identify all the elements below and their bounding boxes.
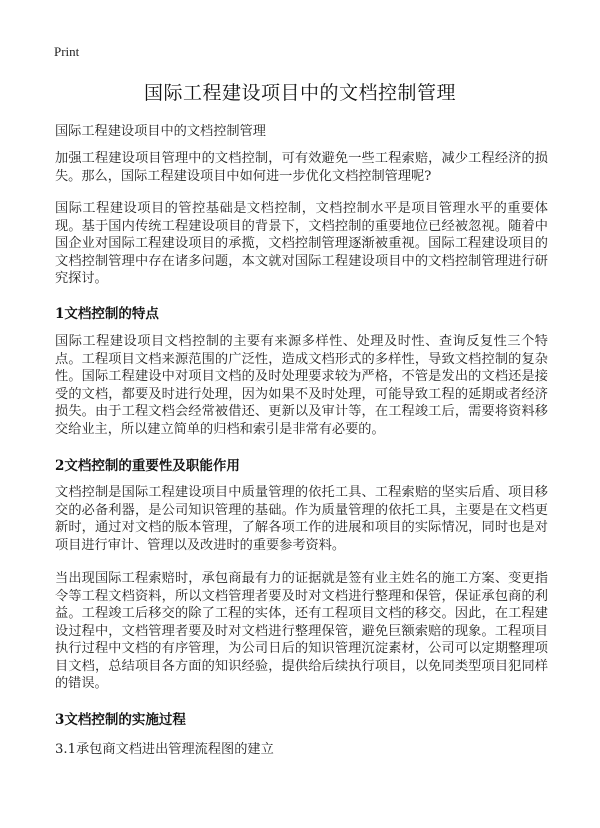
intro-paragraph-2: 国际工程建设项目的管控基础是文档控制，文档控制水平是项目管理水平的重要体现。基于国内传统工程建设项目的背景下，文档控制的重要地位已经被忽视。随着中国企业对国际工程建设项目的承揽，文档控制管理逐渐被重视。国际工程建设项目的文档控制管理中存在诸多问题，本文就对国际工程建设项目中的文档控制管理进行研究探讨。 xyxy=(55,201,548,286)
section2-paragraph-1: 文档控制是国际工程建设项目中质量管理的依托工具、工程索赔的坚实后盾、项目移交的必备利器，是公司知识管理的基础。作为质量管理的依托工具，主要是在文档更新时，通过对文档的版本管理，了解各项工作的进展和项目的实际情况，同时也是对项目进行审计、管理以及改进时的重要参考资料。 xyxy=(55,485,548,553)
section-heading-2: 2文档控制的重要性及职能作用 xyxy=(55,458,240,474)
section2-paragraph-2: 当出现国际工程索赔时，承包商最有力的证据就是签有业主姓名的施工方案、变更指令等工程文档资料，所以文档管理者要及时对文档进行整理和保管，保证承包商的利益。工程竣工后移交的除了工程的实体，还有工程项目文档的移交。因此，在工程建设过程中，文档管理者要及时对文档进行整理保管，避免巨额索赔的现象。工程项目执行过程中文档的有序管理，为公司日后的知识管理沉淀素材，公司可以定期整理项目文档，总结项目各方面的知识经验，提供给后续执行项目，以免同类型项目犯同样的错误。 xyxy=(55,571,548,691)
intro-paragraph-1: 加强工程建设项目管理中的文档控制，可有效避免一些工程索赔，减少工程经济的损失。那么，国际工程建设项目中如何进一步优化文档控制管理呢? xyxy=(55,151,548,184)
article-subtitle: 国际工程建设项目中的文档控制管理 xyxy=(55,124,266,139)
section1-paragraph: 国际工程建设项目文档控制的主要有来源多样性、处理及时性、查询反复性三个特点。工程项目文档来源范围的广泛性，造成文档形式的多样性，导致文档控制的复杂性。国际工程建设中对项目文档的及时处理要求较为严格，不管是发出的文档还是接受的文档，都要及时进行处理，因为如果不及时处理，可能导致工程的延期或者经济损失。由于工程文档会经常被借还、更新以及审计等，在工程竣工后，需要将资料移交给业主，所以建立简单的归档和索引是非常有必要的。 xyxy=(55,334,548,437)
subsection-heading-3-1: 3.1承包商文档进出管理流程图的建立 xyxy=(55,742,274,757)
section-heading-3: 3文档控制的实施过程 xyxy=(55,712,186,728)
section-heading-1: 1文档控制的特点 xyxy=(55,306,159,322)
page-title: 国际工程建设项目中的文档控制管理 xyxy=(143,82,456,104)
print-link[interactable]: Print xyxy=(54,44,80,59)
